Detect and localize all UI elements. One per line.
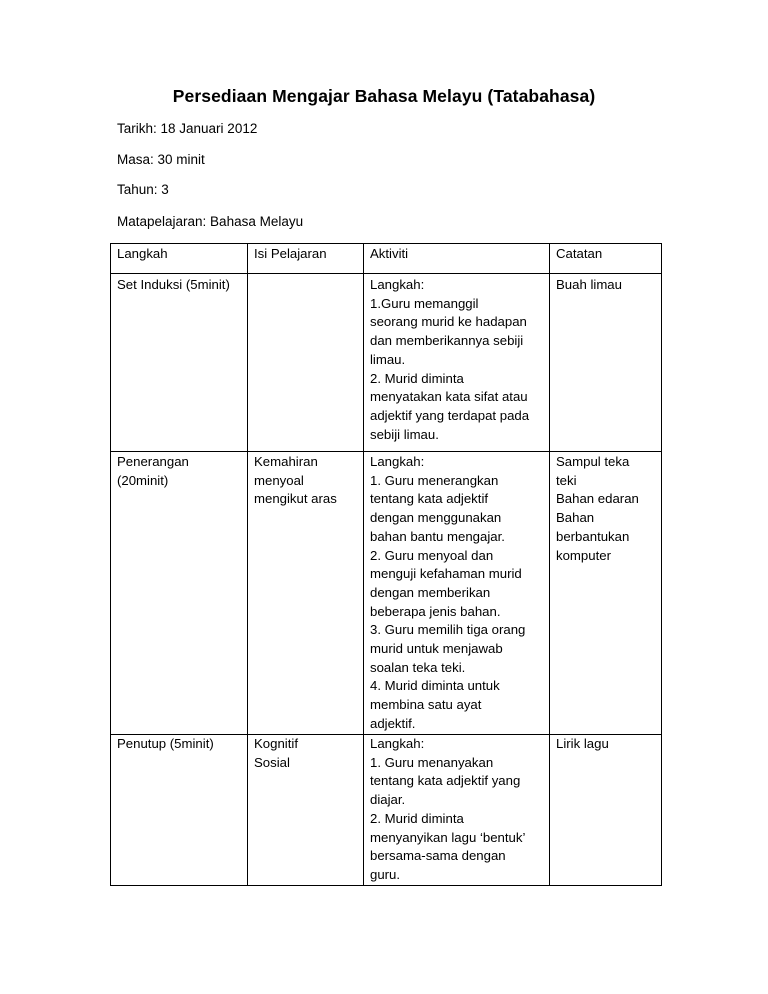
duration-line: Masa: 30 minit bbox=[117, 152, 205, 167]
cell-langkah: Set Induksi (5minit) bbox=[111, 274, 248, 452]
cell-isi-pelajaran: Kemahiran menyoal mengikut aras bbox=[248, 452, 364, 735]
year-line: Tahun: 3 bbox=[117, 182, 169, 197]
cell-aktiviti: Langkah: 1. Guru menerangkan tentang kata adjektif dengan menggunakan bahan bantu mengajar. 2. Guru menyoal dan menguji kefahaman murid dengan memberikan beberapa jenis bahan. 3. Guru memilih tiga orang murid untuk menjawab soalan teka teki. 4. Murid diminta untuk membina satu ayat adjektif. bbox=[364, 452, 550, 735]
header-catatan: Catatan bbox=[550, 244, 662, 274]
table-row bbox=[111, 735, 662, 886]
cell-aktiviti: Langkah: 1. Guru menanyakan tentang kata adjektif yang diajar. 2. Murid diminta menyanyikan lagu ‘bentuk’ bersama-sama dengan guru. bbox=[364, 735, 550, 886]
cell-catatan: Buah limau bbox=[550, 274, 662, 452]
table-header-row bbox=[111, 244, 662, 274]
lesson-plan-table bbox=[110, 243, 662, 886]
document-title: Persediaan Mengajar Bahasa Melayu (Tatabahasa) bbox=[172, 86, 596, 106]
table-row bbox=[111, 452, 662, 735]
header-isi-pelajaran: Isi Pelajaran bbox=[248, 244, 364, 274]
date-line: Tarikh: 18 Januari 2012 bbox=[117, 121, 258, 136]
table-row bbox=[111, 274, 662, 452]
header-aktiviti: Aktiviti bbox=[364, 244, 550, 274]
header-langkah: Langkah bbox=[111, 244, 248, 274]
cell-isi-pelajaran: Kognitif Sosial bbox=[248, 735, 364, 886]
cell-langkah: Penerangan (20minit) bbox=[111, 452, 248, 735]
cell-catatan: Lirik lagu bbox=[550, 735, 662, 886]
cell-langkah: Penutup (5minit) bbox=[111, 735, 248, 886]
cell-isi-pelajaran bbox=[248, 274, 364, 452]
cell-aktiviti: Langkah: 1.Guru memanggil seorang murid ke hadapan dan memberikannya sebiji limau. 2. Murid diminta menyatakan kata sifat atau adjektif yang terdapat pada sebiji limau. bbox=[364, 274, 550, 452]
subject-line: Matapelajaran: Bahasa Melayu bbox=[117, 214, 304, 229]
cell-catatan: Sampul teka teki Bahan edaran Bahan berbantukan komputer bbox=[550, 452, 662, 735]
